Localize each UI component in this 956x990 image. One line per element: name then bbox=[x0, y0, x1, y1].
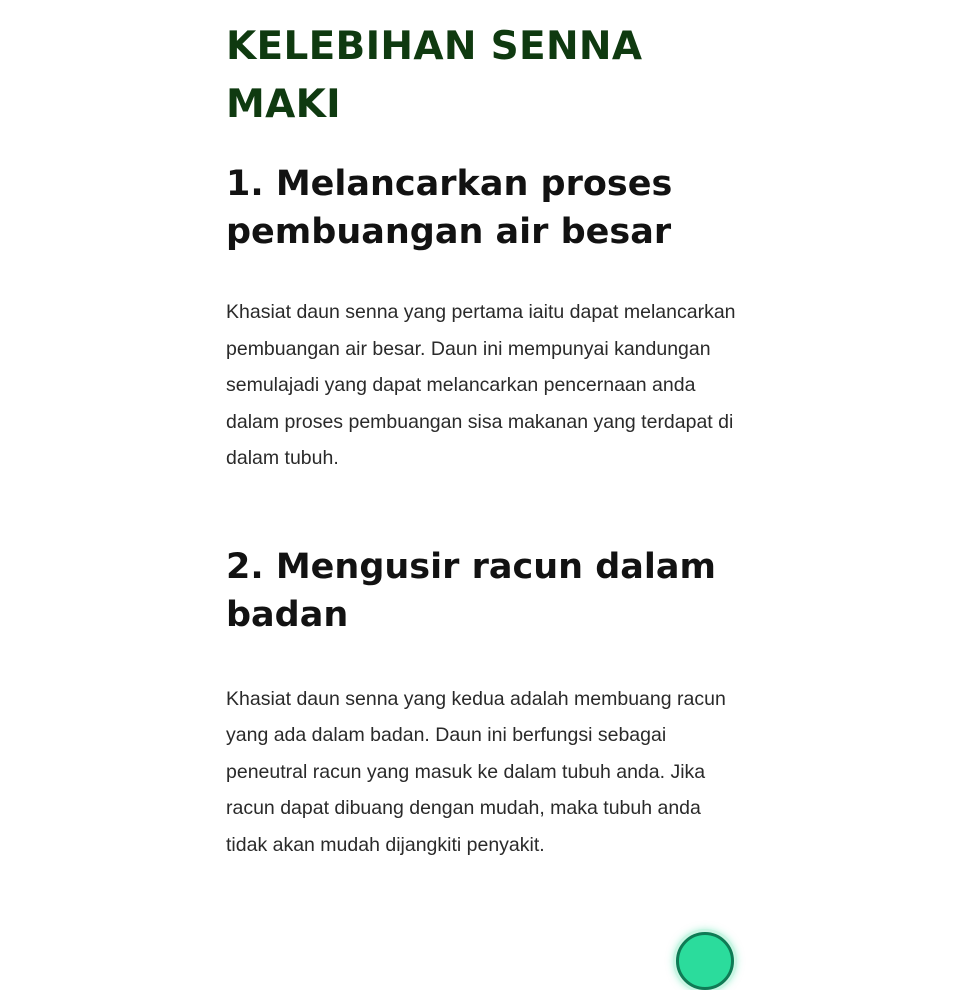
section-body-1: Khasiat daun senna yang pertama iaitu dapat melancarkan pembuangan air besar. Daun ini mempunyai kandungan semulajadi yang dapat melancarkan pencernaan anda dalam proses pembuangan sisa makanan yang terdapat di dalam tubuh. bbox=[226, 301, 736, 469]
section-heading-1: 1. Melancarkan proses pembuangan air besar bbox=[226, 164, 673, 252]
page-title: KELEBIHAN SENNA MAKI bbox=[226, 24, 643, 127]
section-body-2: Khasiat daun senna yang kedua adalah membuang racun yang ada dalam badan. Daun ini berfungsi sebagai peneutral racun yang masuk ke dalam tubuh anda. Jika racun dapat dibuang dengan mudah, maka tubuh anda tidak akan mudah dijangkiti penyakit. bbox=[226, 687, 726, 856]
article bbox=[226, 18, 746, 863]
floating-action-button[interactable] bbox=[676, 932, 734, 990]
section-heading-2: 2. Mengusir racun dalam badan bbox=[226, 546, 716, 635]
